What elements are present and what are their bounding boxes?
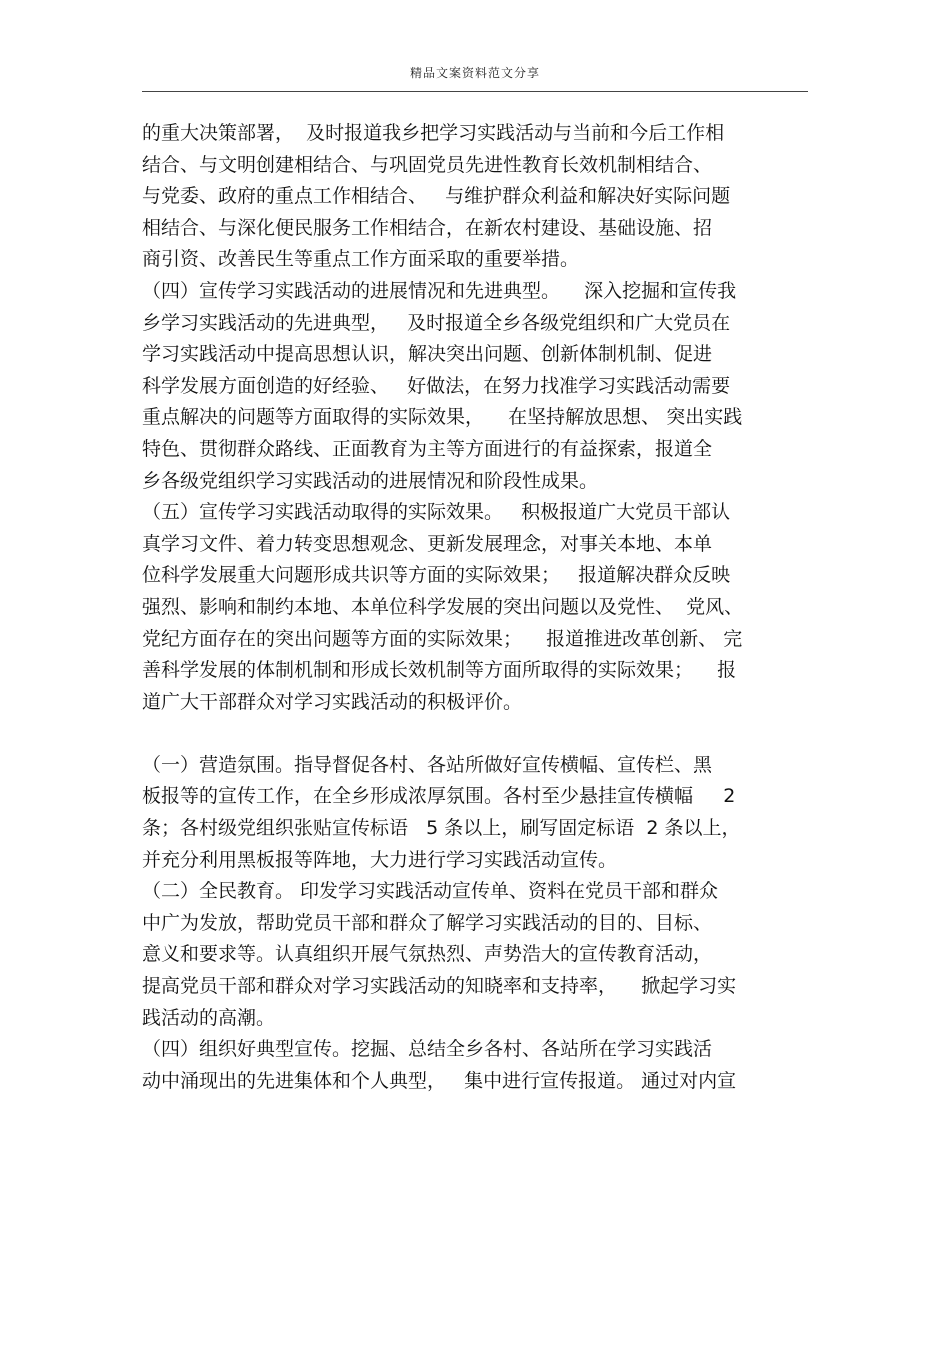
text-line: （四）宣传学习实践活动的进展情况和先进典型。 深入挖掘和宣传我 (142, 279, 737, 302)
text-line: 科学发展方面创造的好经验、 好做法，在努力找准学习实践活动需要 (142, 374, 731, 397)
text-line: 商引资、改善民生等重点工作方面采取的重要举措。 (142, 248, 580, 271)
text-line: 提高党员干部和群众对学习实践活动的知晓率和支持率， 掀起学习实 (142, 975, 737, 998)
text-line: 重点解决的问题等方面取得的实际效果， 在坚持解放思想、 突出实践 (142, 406, 743, 429)
body-text (142, 118, 808, 1097)
text-line: 与党委、政府的重点工作相结合、 与维护群众利益和解决好实际问题 (142, 185, 731, 208)
text-line: （五）宣传学习实践活动取得的实际效果。 积极报道广大党员干部认 (142, 501, 731, 524)
text-line: 中广为发放，帮助党员干部和群众了解学习实践活动的目的、目标、 (142, 911, 713, 934)
text-line: 意义和要求等。认真组织开展气氛热烈、声势浩大的宣传教育活动， (142, 943, 713, 966)
text-line: 条；各村级党组织张贴宣传标语 5 条以上，刷写固定标语 2 条以上， (142, 817, 741, 840)
text-line: 乡各级党组织学习实践活动的进展情况和阶段性成果。 (142, 469, 599, 492)
paragraph-gap (142, 718, 808, 750)
text-line: 板报等的宣传工作，在全乡形成浓厚氛围。各村至少悬挂宣传横幅 2 (142, 785, 736, 808)
text-line: 学习实践活动中提高思想认识，解决突出问题、创新体制机制、促进 (142, 343, 713, 366)
text-line: 善科学发展的体制机制和形成长效机制等方面所取得的实际效果； 报 (142, 659, 737, 682)
text-line: （二）全民教育。 印发学习实践活动宣传单、资料在党员干部和群众 (142, 880, 719, 903)
text-line: （四）组织好典型宣传。挖掘、总结全乡各村、各站所在学习实践活 (142, 1038, 713, 1061)
text-line: 位科学发展重大问题形成共识等方面的实际效果； 报道解决群众反映 (142, 564, 731, 587)
header-rule (142, 91, 808, 92)
text-line: 践活动的高潮。 (142, 1006, 276, 1029)
text-line: 相结合、与深化便民服务工作相结合，在新农村建设、基础设施、招 (142, 216, 713, 239)
text-line: 乡学习实践活动的先进典型， 及时报道全乡各级党组织和广大党员在 (142, 311, 731, 334)
text-line: （一）营造氛围。指导督促各村、各站所做好宣传横幅、宣传栏、黑 (142, 753, 713, 776)
text-line: 真学习文件、着力转变思想观念、更新发展理念，对事关本地、本单 (142, 532, 713, 555)
text-line: 特色、贯彻群众路线、正面教育为主等方面进行的有益探索，报道全 (142, 437, 713, 460)
text-line: 强烈、影响和制约本地、本单位科学发展的突出问题以及党性、 党风、 (142, 595, 744, 618)
page-header: 精品文案资料范文分享 (409, 66, 540, 80)
text-line: 结合、与文明创建相结合、与巩固党员先进性教育长效机制相结合、 (142, 153, 713, 176)
text-line: 动中涌现出的先进集体和个人典型， 集中进行宣传报道。 通过对内宣 (142, 1069, 737, 1092)
text-line: 党纪方面存在的突出问题等方面的实际效果； 报道推进改革创新、 完 (142, 627, 743, 650)
text-line: 道广大干部群众对学习实践活动的积极评价。 (142, 690, 523, 713)
text-line: 并充分利用黑板报等阵地，大力进行学习实践活动宣传。 (142, 848, 618, 871)
text-line: 的重大决策部署， 及时报道我乡把学习实践活动与当前和今后工作相 (142, 122, 725, 144)
